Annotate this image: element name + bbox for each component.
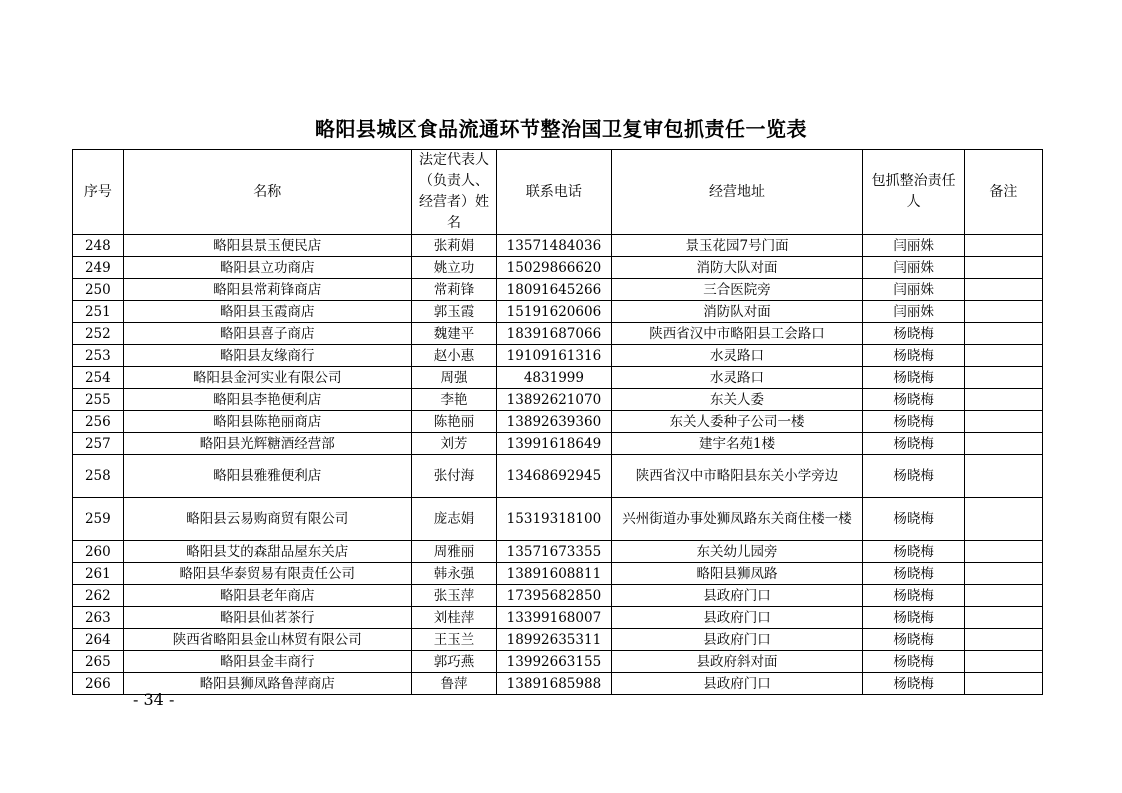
cell-address: 县政府斜对面 (611, 651, 863, 673)
table-row (73, 629, 1043, 651)
cell-representative: 姚立功 (411, 257, 496, 279)
cell-note (964, 411, 1042, 433)
column-header-owner: 包抓整治责任人 (863, 150, 964, 235)
cell-note (964, 257, 1042, 279)
cell-address: 景玉花园7号门面 (611, 235, 863, 257)
cell-note (964, 563, 1042, 585)
cell-name: 略阳县陈艳丽商店 (123, 411, 411, 433)
column-header-representative: 法定代表人（负责人、经营者）姓名 (411, 150, 496, 235)
cell-owner: 杨晓梅 (863, 345, 964, 367)
cell-representative: 鲁萍 (411, 673, 496, 695)
table-row (73, 257, 1043, 279)
cell-phone: 15029866620 (497, 257, 612, 279)
cell-address: 建宇名苑1楼 (611, 433, 863, 455)
cell-phone: 13571484036 (497, 235, 612, 257)
table-row (73, 563, 1043, 585)
cell-name: 略阳县友缘商行 (123, 345, 411, 367)
table-body (73, 235, 1043, 695)
cell-phone: 18391687066 (497, 323, 612, 345)
cell-phone: 15319318100 (497, 498, 612, 541)
table-row (73, 673, 1043, 695)
cell-note (964, 585, 1042, 607)
table-row (73, 411, 1043, 433)
cell-name: 略阳县云易购商贸有限公司 (123, 498, 411, 541)
cell-note (964, 389, 1042, 411)
cell-no: 258 (73, 455, 124, 498)
cell-representative: 刘芳 (411, 433, 496, 455)
cell-no: 266 (73, 673, 124, 695)
cell-owner: 闫丽姝 (863, 301, 964, 323)
cell-phone: 13399168007 (497, 607, 612, 629)
cell-phone: 13891685988 (497, 673, 612, 695)
cell-owner: 杨晓梅 (863, 498, 964, 541)
column-header-note: 备注 (964, 150, 1042, 235)
table-row (73, 498, 1043, 541)
cell-no: 252 (73, 323, 124, 345)
cell-no: 249 (73, 257, 124, 279)
cell-owner: 杨晓梅 (863, 563, 964, 585)
table-row (73, 279, 1043, 301)
table-row (73, 455, 1043, 498)
cell-phone: 17395682850 (497, 585, 612, 607)
cell-name: 略阳县常莉锋商店 (123, 279, 411, 301)
cell-phone: 13468692945 (497, 455, 612, 498)
cell-representative: 陈艳丽 (411, 411, 496, 433)
cell-owner: 杨晓梅 (863, 541, 964, 563)
cell-address: 县政府门口 (611, 629, 863, 651)
table-row (73, 541, 1043, 563)
cell-no: 263 (73, 607, 124, 629)
cell-address: 县政府门口 (611, 585, 863, 607)
cell-address: 陕西省汉中市略阳县东关小学旁边 (611, 455, 863, 498)
cell-note (964, 279, 1042, 301)
cell-address: 兴州街道办事处狮凤路东关商住楼一楼 (611, 498, 863, 541)
cell-owner: 杨晓梅 (863, 455, 964, 498)
cell-phone: 13571673355 (497, 541, 612, 563)
table-header-row (73, 150, 1043, 235)
cell-name: 略阳县金丰商行 (123, 651, 411, 673)
table-row (73, 323, 1043, 345)
table-row (73, 301, 1043, 323)
cell-representative: 张付海 (411, 455, 496, 498)
cell-name: 陕西省略阳县金山林贸有限公司 (123, 629, 411, 651)
cell-address: 水灵路口 (611, 345, 863, 367)
cell-representative: 赵小惠 (411, 345, 496, 367)
cell-owner: 闫丽姝 (863, 235, 964, 257)
responsibility-table (72, 149, 1043, 695)
cell-phone: 13891608811 (497, 563, 612, 585)
cell-phone: 4831999 (497, 367, 612, 389)
cell-owner: 杨晓梅 (863, 585, 964, 607)
cell-name: 略阳县光辉糖酒经营部 (123, 433, 411, 455)
cell-address: 东关幼儿园旁 (611, 541, 863, 563)
page-number: - 34 - (133, 690, 175, 709)
cell-address: 消防大队对面 (611, 257, 863, 279)
cell-note (964, 345, 1042, 367)
cell-representative: 庞志娟 (411, 498, 496, 541)
cell-no: 262 (73, 585, 124, 607)
cell-address: 陕西省汉中市略阳县工会路口 (611, 323, 863, 345)
cell-no: 265 (73, 651, 124, 673)
cell-note (964, 433, 1042, 455)
cell-owner: 杨晓梅 (863, 367, 964, 389)
cell-no: 257 (73, 433, 124, 455)
cell-name: 略阳县喜子商店 (123, 323, 411, 345)
cell-note (964, 455, 1042, 498)
cell-owner: 杨晓梅 (863, 607, 964, 629)
cell-note (964, 235, 1042, 257)
cell-address: 东关人委种子公司一楼 (611, 411, 863, 433)
cell-phone: 18992635311 (497, 629, 612, 651)
cell-note (964, 498, 1042, 541)
cell-no: 254 (73, 367, 124, 389)
cell-no: 264 (73, 629, 124, 651)
cell-phone: 15191620606 (497, 301, 612, 323)
cell-address: 消防队对面 (611, 301, 863, 323)
cell-owner: 杨晓梅 (863, 323, 964, 345)
cell-name: 略阳县雅雅便利店 (123, 455, 411, 498)
cell-representative: 韩永强 (411, 563, 496, 585)
cell-representative: 周强 (411, 367, 496, 389)
cell-address: 略阳县狮凤路 (611, 563, 863, 585)
cell-name: 略阳县景玉便民店 (123, 235, 411, 257)
cell-no: 256 (73, 411, 124, 433)
table-row (73, 345, 1043, 367)
cell-address: 东关人委 (611, 389, 863, 411)
cell-note (964, 673, 1042, 695)
table-row (73, 433, 1043, 455)
cell-representative: 张玉萍 (411, 585, 496, 607)
cell-no: 259 (73, 498, 124, 541)
cell-owner: 杨晓梅 (863, 629, 964, 651)
cell-phone: 13892639360 (497, 411, 612, 433)
cell-phone: 19109161316 (497, 345, 612, 367)
cell-note (964, 629, 1042, 651)
table-row (73, 607, 1043, 629)
cell-name: 略阳县仙茗茶行 (123, 607, 411, 629)
column-header-name: 名称 (123, 150, 411, 235)
cell-owner: 杨晓梅 (863, 433, 964, 455)
cell-representative: 郭玉霞 (411, 301, 496, 323)
cell-no: 261 (73, 563, 124, 585)
table-row (73, 651, 1043, 673)
cell-note (964, 541, 1042, 563)
cell-name: 略阳县金河实业有限公司 (123, 367, 411, 389)
cell-representative: 张莉娟 (411, 235, 496, 257)
cell-name: 略阳县立功商店 (123, 257, 411, 279)
cell-owner: 杨晓梅 (863, 389, 964, 411)
cell-representative: 魏建平 (411, 323, 496, 345)
cell-name: 略阳县华泰贸易有限责任公司 (123, 563, 411, 585)
cell-owner: 杨晓梅 (863, 651, 964, 673)
cell-owner: 闫丽姝 (863, 257, 964, 279)
cell-name: 略阳县玉霞商店 (123, 301, 411, 323)
cell-phone: 13991618649 (497, 433, 612, 455)
cell-owner: 杨晓梅 (863, 673, 964, 695)
column-header-address: 经营地址 (611, 150, 863, 235)
cell-representative: 李艳 (411, 389, 496, 411)
cell-no: 248 (73, 235, 124, 257)
cell-representative: 王玉兰 (411, 629, 496, 651)
cell-name: 略阳县艾的森甜品屋东关店 (123, 541, 411, 563)
cell-phone: 13992663155 (497, 651, 612, 673)
table-row (73, 585, 1043, 607)
column-header-phone: 联系电话 (497, 150, 612, 235)
cell-note (964, 367, 1042, 389)
cell-address: 三合医院旁 (611, 279, 863, 301)
cell-representative: 常莉锋 (411, 279, 496, 301)
cell-no: 251 (73, 301, 124, 323)
cell-note (964, 651, 1042, 673)
cell-owner: 杨晓梅 (863, 411, 964, 433)
cell-note (964, 323, 1042, 345)
cell-note (964, 301, 1042, 323)
cell-name: 略阳县狮凤路鲁萍商店 (123, 673, 411, 695)
cell-phone: 13892621070 (497, 389, 612, 411)
cell-representative: 郭巧燕 (411, 651, 496, 673)
cell-representative: 周雅丽 (411, 541, 496, 563)
cell-no: 255 (73, 389, 124, 411)
cell-representative: 刘桂萍 (411, 607, 496, 629)
cell-address: 县政府门口 (611, 607, 863, 629)
cell-no: 260 (73, 541, 124, 563)
table-row (73, 235, 1043, 257)
cell-no: 250 (73, 279, 124, 301)
cell-address: 水灵路口 (611, 367, 863, 389)
cell-name: 略阳县老年商店 (123, 585, 411, 607)
page-title: 略阳县城区食品流通环节整治国卫复审包抓责任一览表 (315, 117, 807, 141)
cell-phone: 18091645266 (497, 279, 612, 301)
cell-address: 县政府门口 (611, 673, 863, 695)
cell-note (964, 607, 1042, 629)
column-header-no: 序号 (73, 150, 124, 235)
table-row (73, 367, 1043, 389)
table-row (73, 389, 1043, 411)
cell-no: 253 (73, 345, 124, 367)
cell-name: 略阳县李艳便利店 (123, 389, 411, 411)
cell-owner: 闫丽姝 (863, 279, 964, 301)
